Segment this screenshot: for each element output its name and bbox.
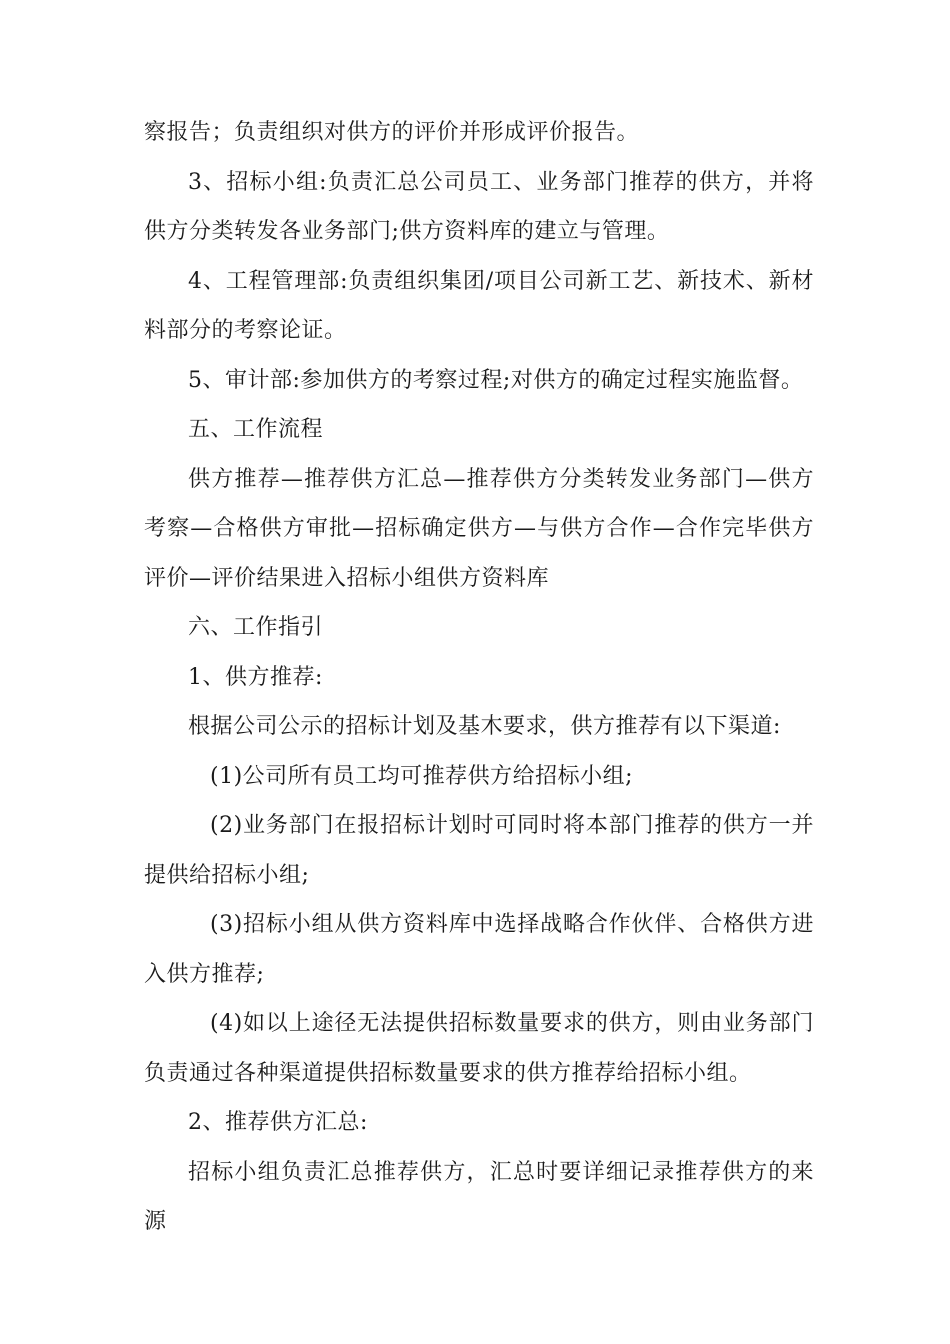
- paragraph-workflow-steps: 供方推荐—推荐供方汇总—推荐供方分类转发业务部门—供方考察—合格供方审批—招标确定供方—与供方合作—合作完毕供方评价—评价结果进入招标小组供方资料库: [144, 466, 814, 591]
- subheading-recommendation-summary: 2、推荐供方汇总:: [188, 1110, 368, 1135]
- list-item-channel-1: (1)公司所有员工均可推荐供方给招标小组;: [210, 763, 634, 789]
- paragraph-audit-dept-duty: 5、审计部:参加供方的考察过程;对供方的确定过程实施监督。: [188, 367, 804, 393]
- paragraph-engineering-dept-duty: 4、工程管理部:负责组织集团/项目公司新工艺、新技术、新材料部分的考察论证。: [144, 268, 814, 343]
- document-body: [144, 108, 814, 1247]
- list-item-channel-4: (4)如以上途径无法提供招标数量要求的供方，则由业务部门负责通过各种渠道提供招标数量要求的供方推荐给招标小组。: [144, 1011, 814, 1086]
- paragraph-bidding-group-duty: 3、招标小组:负责汇总公司员工、业务部门推荐的供方，并将供方分类转发各业务部门;供方资料库的建立与管理。: [144, 169, 814, 244]
- paragraph-recommendation-channels: 根据公司公示的招标计划及基木要求，供方推荐有以下渠道:: [188, 714, 781, 739]
- subheading-supplier-recommendation: 1、供方推荐:: [188, 664, 323, 690]
- heading-workflow: 五、工作流程: [188, 417, 324, 442]
- paragraph-summary-duty: 招标小组负责汇总推荐供方，汇总时要详细记录推荐供方的来源: [144, 1159, 814, 1234]
- list-item-channel-2: (2)业务部门在报招标计划时可同时将本部门推荐的供方一并提供给招标小组;: [144, 813, 814, 888]
- list-item-channel-3: (3)招标小组从供方资料库中选择战略合作伙伴、合格供方进入供方推荐;: [144, 912, 814, 987]
- paragraph-continuation: 察报告；负责组织对供方的评价并形成评价报告。: [144, 120, 640, 145]
- heading-work-guidelines: 六、工作指引: [188, 615, 324, 640]
